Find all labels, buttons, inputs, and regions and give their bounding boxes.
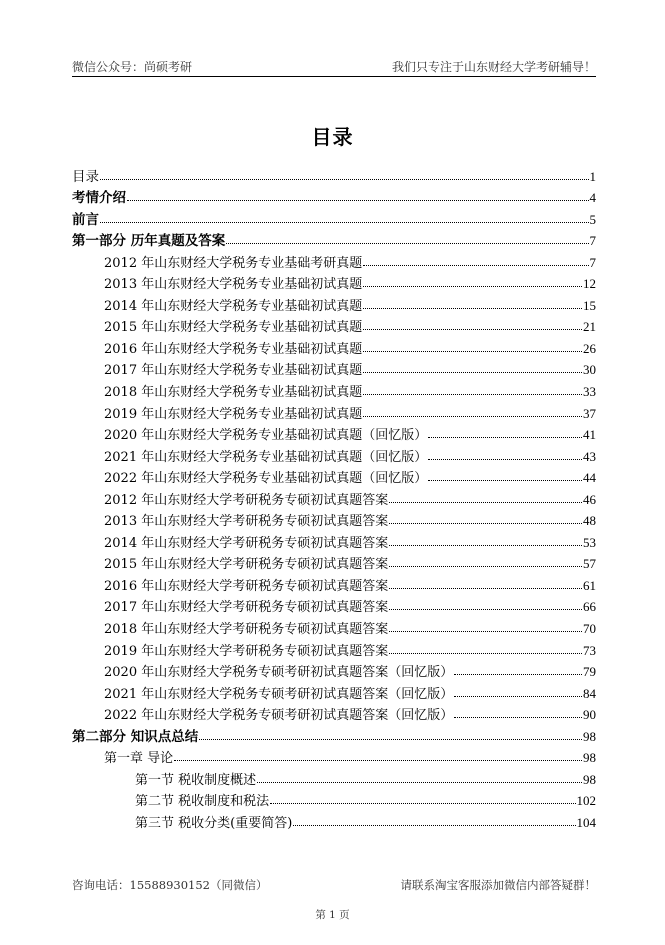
toc-dot-leader bbox=[389, 653, 582, 654]
toc-entry[interactable] bbox=[72, 486, 596, 508]
toc-entry-label: 考情介绍 bbox=[72, 190, 126, 207]
toc-dot-leader bbox=[127, 200, 589, 201]
toc-entry-page: 21 bbox=[583, 319, 596, 335]
toc-entry-page: 43 bbox=[583, 448, 596, 464]
toc-dot-leader bbox=[389, 588, 582, 589]
toc-entry-label: 2018 年山东财经大学税务专业基础初试真题 bbox=[104, 385, 363, 401]
toc-entry-label: 2015 年山东财经大学税务专业基础初试真题 bbox=[104, 320, 363, 336]
footer-contact-phone: 咨询电话：15588930152（同微信） bbox=[72, 878, 268, 892]
toc-entry[interactable] bbox=[72, 400, 596, 422]
toc-entry[interactable] bbox=[72, 594, 596, 616]
toc-entry[interactable] bbox=[72, 357, 596, 379]
toc-dot-leader bbox=[389, 631, 582, 632]
toc-entry[interactable] bbox=[72, 508, 596, 530]
header-wechat-account: 微信公众号：尚硕考研 bbox=[72, 60, 193, 74]
toc-entry[interactable] bbox=[72, 551, 596, 573]
toc-dot-leader bbox=[293, 825, 575, 826]
toc-dot-leader bbox=[363, 329, 582, 330]
toc-dot-leader bbox=[363, 394, 582, 395]
toc-entry[interactable] bbox=[72, 465, 596, 487]
toc-entry-label: 2015 年山东财经大学考研税务专硕初试真题答案 bbox=[104, 557, 389, 573]
toc-entry[interactable] bbox=[72, 723, 596, 745]
toc-entry-label: 第一节 税收制度概述 bbox=[135, 772, 257, 788]
toc-entry-label: 2019 年山东财经大学考研税务专硕初试真题答案 bbox=[104, 643, 389, 659]
table-of-contents bbox=[72, 163, 596, 831]
footer-note: 请联系淘宝客服添加微信内部答疑群！ bbox=[400, 878, 596, 892]
toc-entry-page: 57 bbox=[583, 556, 596, 572]
toc-entry-label: 2020 年山东财经大学税务专硕考研初试真题答案（回忆版） bbox=[104, 665, 454, 681]
header-slogan: 我们只专注于山东财经大学考研辅导！ bbox=[391, 60, 596, 74]
toc-entry[interactable] bbox=[72, 766, 596, 788]
toc-entry[interactable] bbox=[72, 572, 596, 594]
toc-entry-label: 2012 年山东财经大学税务专业基础考研真题 bbox=[104, 255, 363, 271]
toc-entry-page: 46 bbox=[583, 491, 596, 507]
toc-dot-leader bbox=[199, 739, 582, 740]
toc-entry[interactable] bbox=[72, 443, 596, 465]
toc-entry-label: 2014 年山东财经大学考研税务专硕初试真题答案 bbox=[104, 535, 389, 551]
page-title: 目录 bbox=[311, 125, 354, 149]
toc-entry[interactable] bbox=[72, 659, 596, 681]
toc-entry-page: 41 bbox=[583, 427, 596, 443]
toc-entry-page: 90 bbox=[583, 707, 596, 723]
toc-entry-label: 第一部分 历年真题及答案 bbox=[72, 233, 226, 250]
toc-dot-leader bbox=[363, 372, 582, 373]
toc-entry-page: 70 bbox=[583, 621, 596, 637]
toc-entry-label: 2021 年山东财经大学税务专业基础初试真题（回忆版） bbox=[104, 449, 428, 465]
toc-dot-leader bbox=[454, 674, 582, 675]
toc-entry-label: 2016 年山东财经大学税务专业基础初试真题 bbox=[104, 341, 363, 357]
toc-dot-leader bbox=[363, 286, 582, 287]
toc-entry-page: 102 bbox=[576, 793, 596, 809]
toc-entry-page: 15 bbox=[583, 297, 596, 313]
toc-entry-label: 2014 年山东财经大学税务专业基础初试真题 bbox=[104, 298, 363, 314]
toc-entry[interactable] bbox=[72, 702, 596, 724]
toc-entry-page: 1 bbox=[589, 168, 596, 184]
toc-entry[interactable] bbox=[72, 615, 596, 637]
toc-entry-page: 84 bbox=[583, 685, 596, 701]
toc-entry-label: 2016 年山东财经大学考研税务专硕初试真题答案 bbox=[104, 578, 389, 594]
toc-entry-page: 7 bbox=[589, 254, 596, 270]
toc-entry-page: 66 bbox=[583, 599, 596, 615]
toc-entry-page: 26 bbox=[583, 340, 596, 356]
toc-entry-label: 2017 年山东财经大学考研税务专硕初试真题答案 bbox=[104, 600, 389, 616]
toc-entry[interactable] bbox=[72, 314, 596, 336]
toc-entry-page: 5 bbox=[589, 211, 596, 227]
toc-entry[interactable] bbox=[72, 378, 596, 400]
toc-dot-leader bbox=[389, 502, 582, 503]
toc-entry-page: 33 bbox=[583, 384, 596, 400]
toc-entry-page: 30 bbox=[583, 362, 596, 378]
toc-entry-page: 73 bbox=[583, 642, 596, 658]
toc-entry-label: 第一章 导论 bbox=[104, 751, 174, 767]
toc-entry-page: 12 bbox=[583, 276, 596, 292]
toc-entry[interactable] bbox=[72, 745, 596, 767]
toc-entry[interactable] bbox=[72, 788, 596, 810]
toc-dot-leader bbox=[363, 265, 588, 266]
toc-entry[interactable] bbox=[72, 529, 596, 551]
toc-entry-page: 48 bbox=[583, 513, 596, 529]
toc-dot-leader bbox=[257, 782, 582, 783]
toc-entry-label: 2019 年山东财经大学税务专业基础初试真题 bbox=[104, 406, 363, 422]
toc-entry[interactable] bbox=[72, 185, 596, 207]
toc-entry[interactable] bbox=[72, 680, 596, 702]
toc-dot-leader bbox=[428, 459, 582, 460]
toc-entry-label: 前言 bbox=[72, 211, 99, 228]
toc-entry-label: 2013 年山东财经大学税务专业基础初试真题 bbox=[104, 277, 363, 293]
toc-dot-leader bbox=[389, 566, 582, 567]
toc-dot-leader bbox=[363, 308, 582, 309]
toc-entry-label: 2013 年山东财经大学考研税务专硕初试真题答案 bbox=[104, 514, 389, 530]
toc-dot-leader bbox=[454, 717, 582, 718]
toc-entry-label: 2018 年山东财经大学考研税务专硕初试真题答案 bbox=[104, 622, 389, 638]
toc-entry[interactable] bbox=[72, 809, 596, 831]
toc-entry[interactable] bbox=[72, 292, 596, 314]
toc-entry-label: 2012 年山东财经大学考研税务专硕初试真题答案 bbox=[104, 492, 389, 508]
toc-entry-label: 第二部分 知识点总结 bbox=[72, 728, 199, 745]
toc-dot-leader bbox=[100, 222, 589, 223]
toc-dot-leader bbox=[226, 243, 588, 244]
toc-entry[interactable] bbox=[72, 228, 596, 250]
toc-entry[interactable] bbox=[72, 422, 596, 444]
toc-entry-page: 61 bbox=[583, 577, 596, 593]
toc-dot-leader bbox=[389, 545, 582, 546]
toc-entry-page: 37 bbox=[583, 405, 596, 421]
toc-entry-page: 44 bbox=[583, 470, 596, 486]
toc-dot-leader bbox=[100, 179, 589, 180]
toc-entry[interactable] bbox=[72, 206, 596, 228]
toc-dot-leader bbox=[428, 480, 582, 481]
toc-dot-leader bbox=[270, 803, 575, 804]
toc-dot-leader bbox=[174, 760, 582, 761]
toc-entry-label: 第三节 税收分类(重要简答) bbox=[135, 815, 293, 831]
toc-entry-label: 2017 年山东财经大学税务专业基础初试真题 bbox=[104, 363, 363, 379]
toc-entry-page: 98 bbox=[583, 771, 596, 787]
toc-entry-label: 2022 年山东财经大学税务专业基础初试真题（回忆版） bbox=[104, 471, 428, 487]
toc-entry[interactable] bbox=[72, 271, 596, 293]
toc-dot-leader bbox=[363, 351, 582, 352]
toc-entry-page: 104 bbox=[576, 814, 596, 830]
toc-entry-label: 目录 bbox=[72, 168, 99, 185]
page-header bbox=[72, 58, 596, 77]
toc-entry-label: 2021 年山东财经大学税务专硕考研初试真题答案（回忆版） bbox=[104, 686, 454, 702]
toc-dot-leader bbox=[363, 416, 582, 417]
toc-entry[interactable] bbox=[72, 249, 596, 271]
toc-entry-page: 7 bbox=[589, 233, 596, 249]
toc-dot-leader bbox=[428, 437, 582, 438]
toc-entry-page: 79 bbox=[583, 664, 596, 680]
toc-dot-leader bbox=[389, 523, 582, 524]
toc-entry-page: 4 bbox=[589, 190, 596, 206]
toc-entry-page: 53 bbox=[583, 534, 596, 550]
toc-entry-page: 98 bbox=[583, 728, 596, 744]
page-number: 第 1 页 bbox=[315, 909, 350, 921]
toc-entry[interactable] bbox=[72, 163, 596, 185]
toc-dot-leader bbox=[389, 609, 582, 610]
toc-entry[interactable] bbox=[72, 637, 596, 659]
toc-dot-leader bbox=[454, 696, 582, 697]
toc-entry-label: 第二节 税收制度和税法 bbox=[135, 794, 270, 810]
toc-entry-page: 98 bbox=[583, 750, 596, 766]
toc-entry-label: 2020 年山东财经大学税务专业基础初试真题（回忆版） bbox=[104, 428, 428, 444]
toc-entry-label: 2022 年山东财经大学税务专硕考研初试真题答案（回忆版） bbox=[104, 708, 454, 724]
toc-entry[interactable] bbox=[72, 335, 596, 357]
